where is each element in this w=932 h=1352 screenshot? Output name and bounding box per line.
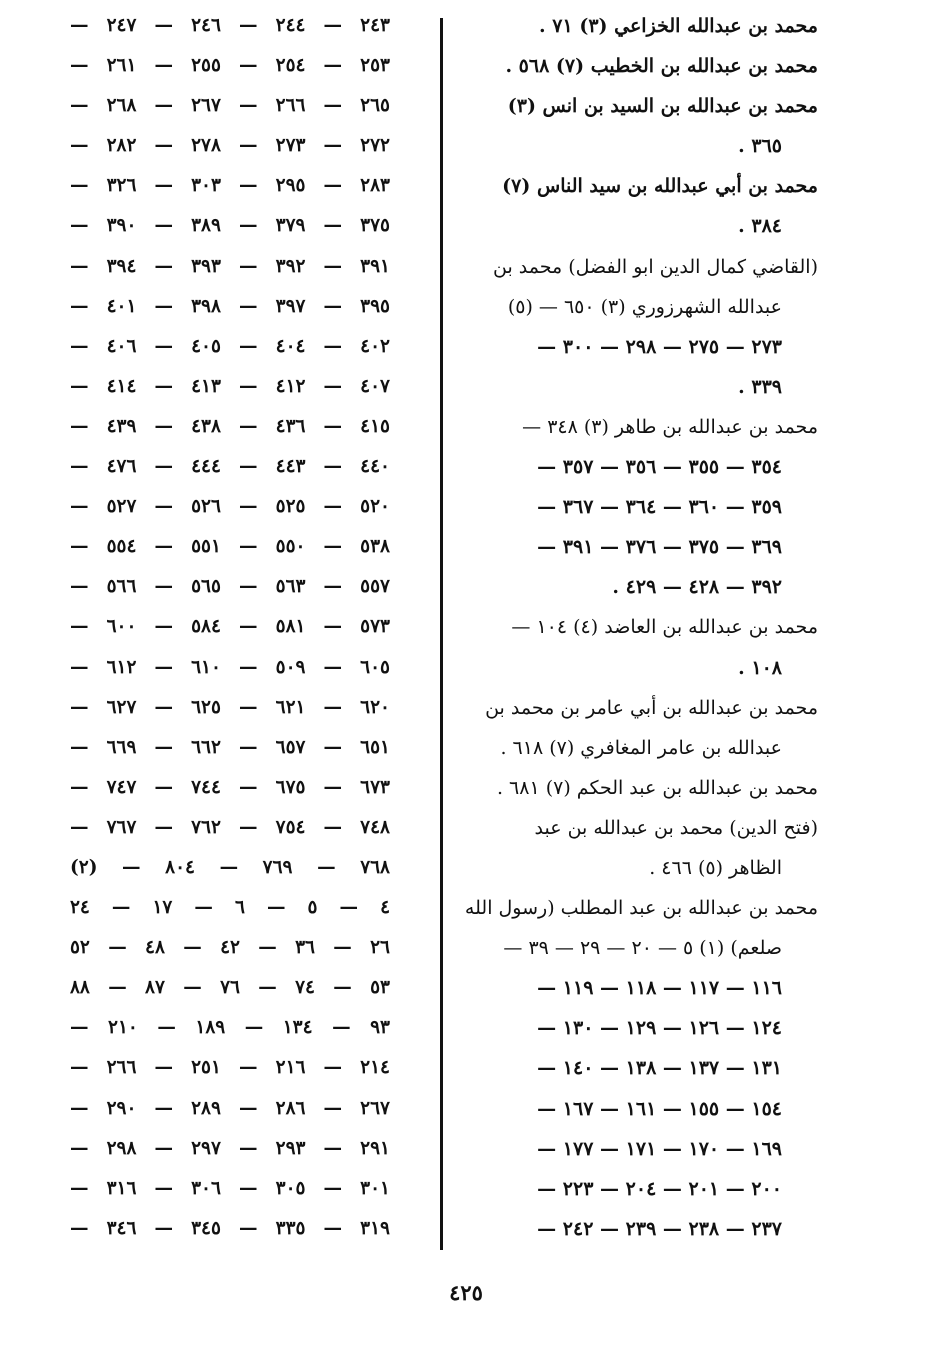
index-line: ٢٠٠ — ٢٠١ — ٢٠٤ — ٢٢٣ —: [537, 1177, 782, 1200]
left-column: [70, 6, 390, 1249]
index-line: الظاهر (٥) ٤٦٦ .: [649, 856, 782, 879]
page-ref-line: ٣٠١ — ٣٠٥ — ٣٠٦ — ٣١٦ —: [70, 1177, 390, 1199]
page-ref-line: ٢٤٣ — ٢٤٤ — ٢٤٦ — ٢٤٧ —: [70, 15, 390, 36]
index-line: محمد بن عبدالله بن عبد الحكم (٧) ٦٨١ .: [496, 776, 818, 799]
page-ref-line: ٣٧٥ — ٣٧٩ — ٣٨٩ — ٣٩٠ —: [70, 215, 390, 237]
right-column: [466, 6, 818, 1249]
index-line: عبدالله بن عامر المغافري (٧) ٦١٨ .: [500, 736, 782, 759]
index-line: (القاضي كمال الدين ابو الفضل) محمد بن: [493, 255, 818, 278]
index-line: ٣٩٢ — ٤٢٨ — ٤٢٩ .: [612, 576, 782, 599]
page-ref-line: ٢٦٧ — ٢٨٦ — ٢٨٩ — ٢٩٠ —: [70, 1097, 390, 1119]
page-ref-line: ٢٨٣ — ٢٩٥ — ٣٠٣ — ٣٢٦ —: [70, 175, 390, 197]
page-ref-line: ٧٤٨ — ٧٥٤ — ٧٦٢ — ٧٦٧ —: [70, 816, 390, 838]
index-line: محمد بن عبدالله بن عبد المطلب (رسول الله: [464, 897, 818, 920]
index-line: ١٠٨ .: [738, 656, 782, 679]
page-ref-line: ٦٧٣ — ٦٧٥ — ٧٤٤ — ٧٤٧ —: [70, 776, 390, 798]
page-ref-line: ٢٩١ — ٢٩٣ — ٢٩٧ — ٢٩٨ —: [70, 1137, 390, 1159]
page-ref-line: ٢٦٥ — ٢٦٦ — ٢٦٧ — ٢٦٨ —: [70, 95, 390, 117]
page-ref-line: ٤٠٧ — ٤١٢ — ٤١٣ — ٤١٤ —: [70, 375, 390, 397]
page-ref-line: ٦٢٠ — ٦٢١ — ٦٢٥ — ٦٢٧ —: [70, 696, 390, 718]
index-line: ١١٦ — ١١٧ — ١١٨ — ١١٩ —: [537, 977, 782, 1000]
index-line: ٢٣٧ — ٢٣٨ — ٢٣٩ — ٢٤٢ —: [537, 1217, 782, 1240]
page-ref-line: ٣٩٥ — ٣٩٧ — ٣٩٨ — ٤٠١ —: [70, 295, 390, 317]
index-line: ٣٦٩ — ٣٧٥ — ٣٧٦ — ٣٩١ —: [537, 536, 782, 559]
index-line: ٣٦٥ .: [738, 135, 782, 158]
column-divider: [440, 18, 443, 1250]
page-ref-line: ٥٥٧ — ٥٦٣ — ٥٦٥ — ٥٦٦ —: [70, 576, 390, 598]
page-ref-line: ٧٦٨ — ٧٦٩ — ٨٠٤ — (٢): [70, 856, 390, 878]
index-line: ١٦٩ — ١٧٠ — ١٧١ — ١٧٧ —: [537, 1137, 782, 1160]
index-line: ٣٣٩ .: [738, 375, 782, 398]
index-line: ٣٥٤ — ٣٥٥ — ٣٥٦ — ٣٥٧ —: [537, 456, 782, 479]
index-line: محمد بن عبدالله بن طاهر (٣) ٣٤٨ —: [522, 415, 818, 438]
index-line: عبدالله الشهرزوري (٣) ٦٥٠ — (٥): [507, 295, 782, 318]
page-ref-line: ٤٤٠ — ٤٤٣ — ٤٤٤ — ٤٧٦ —: [70, 456, 390, 478]
page-ref-line: ٤١٥ — ٤٣٦ — ٤٣٨ — ٤٣٩ —: [70, 415, 390, 437]
page-ref-line: ٤٠٢ — ٤٠٤ — ٤٠٥ — ٤٠٦ —: [70, 335, 390, 357]
page-ref-line: ٥٧٣ — ٥٨١ — ٥٨٤ — ٦٠٠ —: [70, 616, 390, 638]
page-ref-line: ٢٧٢ — ٢٧٣ — ٢٧٨ — ٢٨٢ —: [70, 135, 390, 157]
index-line: ٣٨٤ .: [738, 215, 782, 238]
index-line: ٢٧٣ — ٢٧٥ — ٢٩٨ — ٣٠٠ —: [537, 335, 782, 358]
page-ref-line: ٢٦ — ٣٦ — ٤٢ — ٤٨ — ٥٢: [70, 937, 390, 959]
index-line: (فتح الدين) محمد بن عبدالله بن عبد: [534, 816, 818, 839]
index-line: ٣٥٩ — ٣٦٠ — ٣٦٤ — ٣٦٧ —: [537, 496, 782, 519]
index-line: ١٥٤ — ١٥٥ — ١٦١ — ١٦٧ —: [537, 1097, 782, 1120]
index-line: محمد بن عبدالله الخزاعي (٣) ٧١ .: [539, 15, 818, 37]
index-line: محمد بن عبدالله بن السيد بن انس (٣): [507, 95, 818, 118]
index-line: محمد بن عبدالله بن أبي عامر بن محمد بن: [485, 696, 818, 719]
index-line: ١٣١ — ١٣٧ — ١٣٨ — ١٤٠ —: [537, 1057, 782, 1080]
page-ref-line: ٤ — ٥ — ٦ — ١٧ — ٢٤: [70, 897, 390, 919]
page-ref-line: ٣١٩ — ٣٣٥ — ٣٤٥ — ٣٤٦ —: [70, 1217, 390, 1239]
page-ref-line: ٦٥١ — ٦٥٧ — ٦٦٢ — ٦٦٩ —: [70, 736, 390, 758]
page-ref-line: ٢١٤ — ٢١٦ — ٢٥١ — ٢٦٦ —: [70, 1057, 390, 1079]
page-number: ٤٢٥: [449, 1280, 483, 1305]
index-line: صلعم) (١) ٥ — ٢٠ — ٢٩ — ٣٩ —: [503, 937, 782, 960]
page-ref-line: ٥٣٨ — ٥٥٠ — ٥٥١ — ٥٥٤ —: [70, 536, 390, 558]
index-line: محمد بن عبدالله بن العاضد (٤) ١٠٤ —: [511, 616, 818, 639]
page-ref-line: ٥٢٠ — ٥٢٥ — ٥٢٦ — ٥٢٧ —: [70, 496, 390, 518]
index-line: محمد بن عبدالله بن الخطيب (٧) ٥٦٨ .: [505, 55, 818, 78]
index-line: ١٢٤ — ١٢٦ — ١٢٩ — ١٣٠ —: [537, 1017, 782, 1040]
index-line: محمد بن أبي عبدالله بن سيد الناس (٧): [502, 175, 818, 198]
page-ref-line: ٥٣ — ٧٤ — ٧٦ — ٨٧ — ٨٨: [70, 977, 390, 999]
page-ref-line: ٩٣ — ١٣٤ — ١٨٩ — ٢١٠ —: [70, 1017, 390, 1039]
page-ref-line: ٣٩١ — ٣٩٢ — ٣٩٣ — ٣٩٤ —: [70, 255, 390, 277]
page-ref-line: ٢٥٣ — ٢٥٤ — ٢٥٥ — ٢٦١ —: [70, 55, 390, 77]
page-ref-line: ٦٠٥ — ٥٠٩ — ٦١٠ — ٦١٢ —: [70, 656, 390, 678]
